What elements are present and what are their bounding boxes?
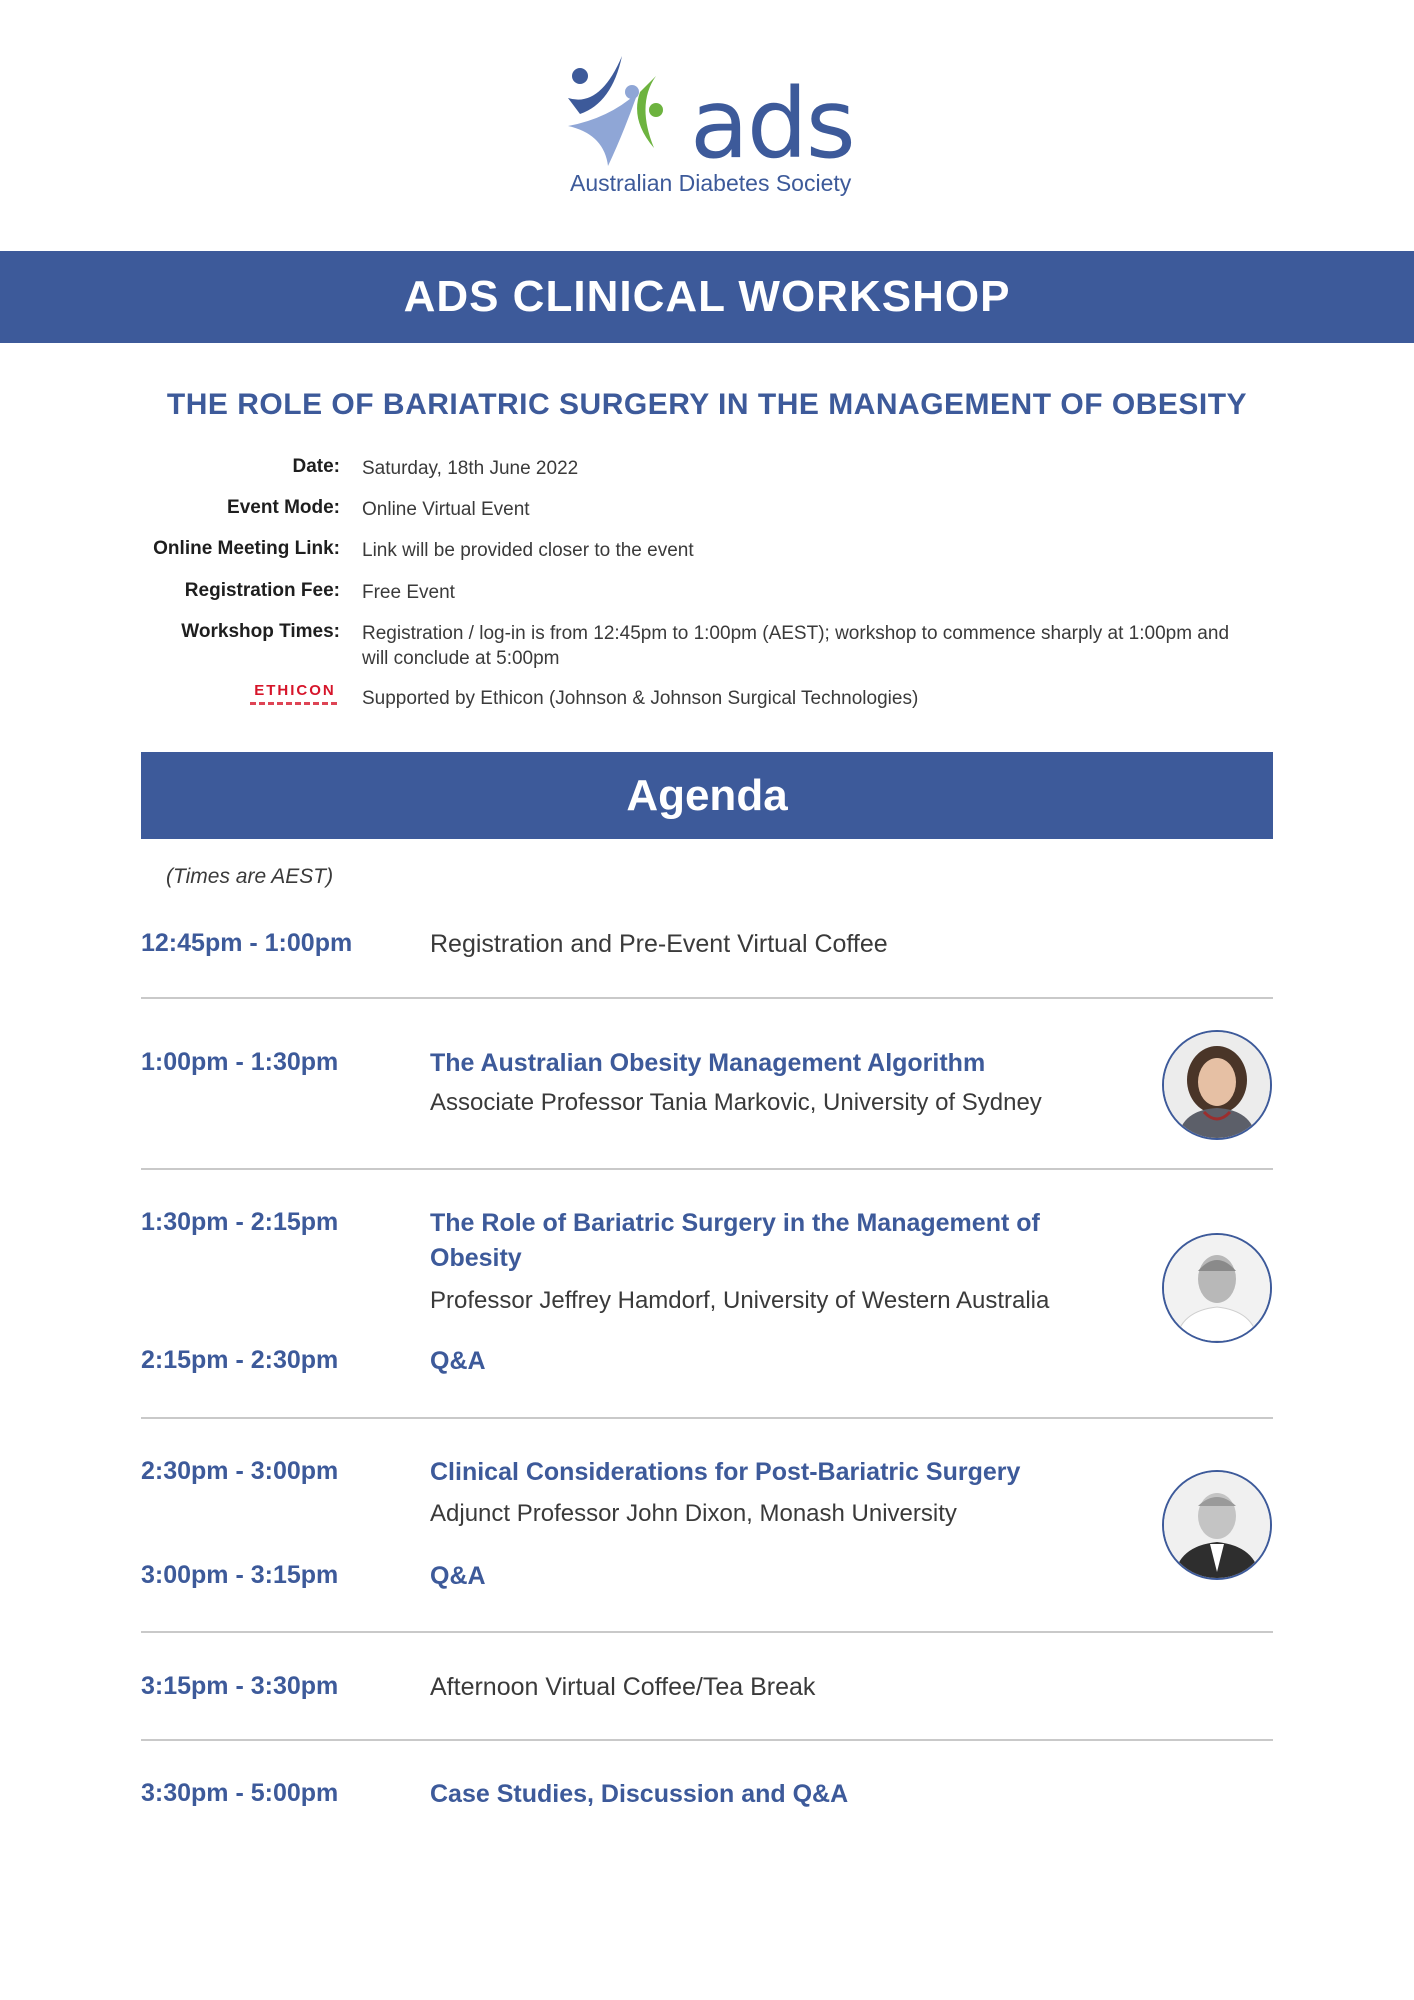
agenda-item-title: Registration and Pre-Event Virtual Coffee xyxy=(430,930,888,958)
detail-value: Saturday, 18th June 2022 xyxy=(362,458,579,479)
banner-title: ADS CLINICAL WORKSHOP xyxy=(403,272,1011,321)
workshop-banner xyxy=(0,251,1414,343)
logo-society-name: Australian Diabetes Society xyxy=(570,170,852,196)
agenda-item-title: Case Studies, Discussion and Q&A xyxy=(430,1780,849,1808)
speaker-photo-markovic xyxy=(1162,1030,1272,1140)
ads-logo xyxy=(560,48,860,198)
detail-value: Online Virtual Event xyxy=(362,499,530,520)
agenda-banner xyxy=(141,752,1273,839)
detail-label: Online Meeting Link: xyxy=(153,538,340,559)
logo-wordmark: ads xyxy=(690,68,854,180)
detail-value: Registration / log-in is from 12:45pm to 1:00pm (AEST); workshop to commence sharply at 1:00pm and will conclude at 5:00pm xyxy=(362,623,1230,669)
agenda-time: 12:45pm - 1:00pm xyxy=(141,929,353,957)
detail-label: Registration Fee: xyxy=(184,580,340,601)
divider xyxy=(141,1739,1273,1741)
speaker-photo-dixon xyxy=(1162,1470,1272,1580)
agenda-item-title: Q&A xyxy=(430,1562,486,1590)
detail-value: Free Event xyxy=(362,582,455,603)
agenda-item-title: Clinical Considerations for Post-Bariatric Surgery xyxy=(430,1458,1021,1486)
agenda-time: 1:30pm - 2:15pm xyxy=(141,1208,339,1236)
divider xyxy=(141,1168,1273,1170)
agenda-time: 3:00pm - 3:15pm xyxy=(141,1561,339,1589)
detail-label: Workshop Times: xyxy=(181,621,340,642)
agenda-speaker: Professor Jeffrey Hamdorf, University of Western Australia xyxy=(430,1287,1050,1314)
agenda-title: Agenda xyxy=(626,770,788,820)
timezone-note: (Times are AEST) xyxy=(166,865,334,888)
agenda-item-title: The Role of Bariatric Surgery in the Management of Obesity xyxy=(430,1209,1040,1272)
agenda-item-title: Afternoon Virtual Coffee/Tea Break xyxy=(430,1673,816,1701)
divider xyxy=(141,997,1273,999)
agenda-speaker: Associate Professor Tania Markovic, University of Sydney xyxy=(430,1089,1042,1116)
agenda-time: 1:00pm - 1:30pm xyxy=(141,1048,339,1076)
agenda-speaker: Adjunct Professor John Dixon, Monash University xyxy=(430,1500,957,1527)
ethicon-wordmark: ETHICON xyxy=(254,682,336,699)
workshop-subtitle: THE ROLE OF BARIATRIC SURGERY IN THE MANAGEMENT OF OBESITY xyxy=(166,388,1248,421)
detail-label: Event Mode: xyxy=(227,497,340,518)
agenda-item-title: Q&A xyxy=(430,1347,486,1375)
sponsor-text: Supported by Ethicon (Johnson & Johnson Surgical Technologies) xyxy=(362,688,919,709)
divider xyxy=(141,1631,1273,1633)
ethicon-tagline-mark xyxy=(250,702,340,705)
speaker-photo-hamdorf xyxy=(1162,1233,1272,1343)
agenda-time: 2:30pm - 3:00pm xyxy=(141,1457,339,1485)
detail-label: Date: xyxy=(292,456,340,477)
agenda-time: 3:30pm - 5:00pm xyxy=(141,1779,339,1807)
divider xyxy=(141,1417,1273,1419)
ethicon-logo xyxy=(250,683,340,707)
agenda-item-title: The Australian Obesity Management Algorithm xyxy=(430,1049,986,1077)
detail-value: Link will be provided closer to the event xyxy=(362,540,694,561)
agenda-time: 3:15pm - 3:30pm xyxy=(141,1672,339,1700)
ads-figure-icon xyxy=(560,48,690,168)
agenda-time: 2:15pm - 2:30pm xyxy=(141,1346,339,1374)
